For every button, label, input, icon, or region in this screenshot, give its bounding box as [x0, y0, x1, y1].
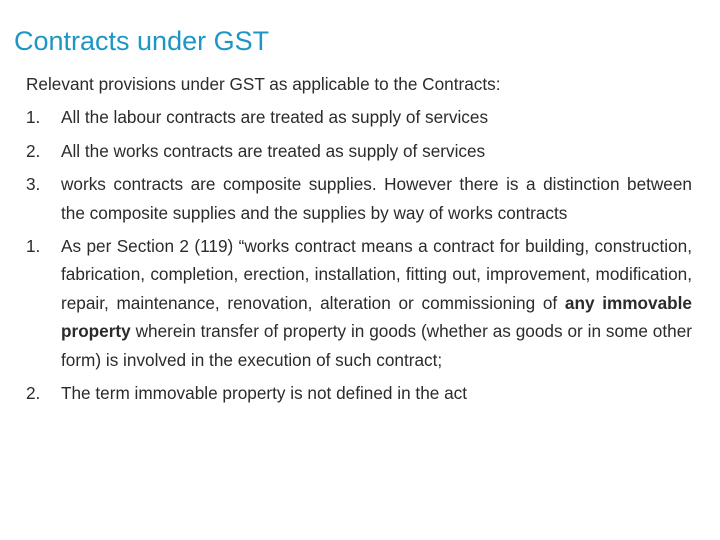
definition-text-cont: wherein transfer of property in goods (whether as goods or in some other form) is involved in the execution of such contract; [61, 321, 692, 370]
list-number: 1. [26, 236, 41, 257]
list-item [26, 103, 692, 131]
list-item [26, 232, 692, 374]
list-text: All the works contracts are treated as supply of services [61, 140, 486, 161]
list-number: 2. [26, 140, 41, 161]
list-text: works contracts are composite supplies. However there is a distinction between the composite supplies and the supplies by way of works contracts [61, 174, 692, 223]
list-item [26, 379, 692, 407]
list-number: 3. [26, 174, 41, 195]
list-item [26, 170, 692, 227]
emphasis-text: any immovable property [61, 292, 692, 342]
list-text [61, 232, 692, 374]
intro-text: Relevant provisions under GST as applicable to the Contracts: [26, 74, 501, 94]
slide-title: Contracts under GST [14, 26, 270, 56]
list-text: The term immovable property is not defined in the act [61, 383, 468, 404]
list-item [26, 137, 692, 165]
list-number: 1. [26, 107, 41, 128]
slide-body [26, 70, 692, 412]
list-text: All the labour contracts are treated as supply of services [61, 107, 489, 128]
definition-text: As per Section 2 (119) “works contract means a contract for building, construction, fabrication, completion, erection, installation, fitting out, improvement, modification, repair, maintenance, renovation, alteration or commissioning of [61, 236, 692, 313]
list-number: 2. [26, 383, 41, 404]
